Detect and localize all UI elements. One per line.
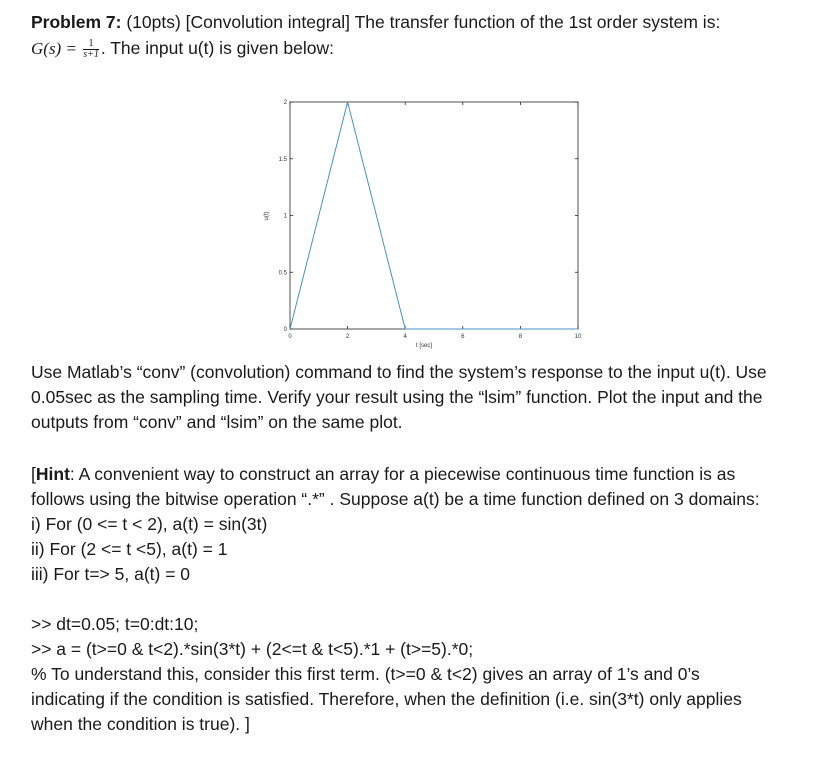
- x-tick-label: 6: [461, 334, 465, 340]
- y-tick-label: 2: [283, 100, 287, 106]
- y-axis-label: u(t): [264, 211, 270, 221]
- plot-axes-box: [290, 102, 578, 329]
- hint-case-1: i) For (0 <= t < 2), a(t) = sin(3t): [31, 514, 268, 534]
- hint-line-1-text: : A convenient way to construct an array for a piecewise continuous time function is as: [69, 464, 736, 484]
- code-line-1: >> dt=0.05; t=0:dt:10;: [31, 614, 199, 634]
- hint-line-1: [31, 462, 735, 486]
- instruction-line-1: Use Matlab’s “conv” (convolution) command to find the system’s response to the input u(t). Use: [31, 362, 767, 382]
- hint-label: Hint: [35, 464, 70, 484]
- x-tick-label: 8: [518, 334, 523, 340]
- fraction-numerator: 1: [83, 39, 99, 50]
- transfer-function-fraction: [83, 39, 99, 60]
- instruction-line-3: outputs from “conv” and “lsim” on the same plot.: [31, 412, 403, 432]
- explanation-line-3: when the condition is true). ]: [31, 714, 250, 734]
- code-line-2: >> a = (t>=0 & t<2).*sin(3*t) + (2<=t & t<5).*1 + (t>=5).*0;: [31, 639, 474, 659]
- hint-case-2: ii) For (2 <= t <5), a(t) = 1: [31, 539, 228, 559]
- explanation-line-2: indicating if the condition is satisfied. Therefore, when the definition (i.e. sin(3*t) only applies: [31, 689, 742, 709]
- y-tick-label: 1.5: [278, 156, 287, 163]
- y-tick-label: 0.5: [278, 270, 287, 277]
- explanation-line-1: % To understand this, consider this first term. (t>=0 & t<2) gives an array of 1’s and 0’s: [31, 664, 700, 684]
- y-tick-label: 0: [283, 327, 287, 333]
- hint-open-bracket: [: [31, 464, 36, 484]
- x-tick-label: 4: [403, 334, 407, 340]
- x-axis-label: t [sec]: [415, 343, 433, 349]
- x-tick-label: 10: [574, 334, 582, 340]
- hint-case-3: iii) For t=> 5, a(t) = 0: [31, 564, 191, 584]
- problem-header-text: (10pts) [Convolution integral] The transfer function of the 1st order system is:: [121, 12, 721, 32]
- fraction-denominator: s+1: [83, 48, 99, 60]
- y-tick-label: 1: [283, 213, 287, 220]
- x-tick-label: 2: [345, 334, 350, 340]
- transfer-function-line: [31, 36, 334, 61]
- transfer-function-lhs: G(s) =: [31, 39, 82, 58]
- x-tick-label: 0: [288, 334, 292, 340]
- problem-header: [31, 10, 720, 34]
- instruction-line-2: 0.05sec as the sampling time. Verify your result using the “lsim” function. Plot the input and the: [31, 387, 763, 407]
- problem-label: Problem 7:: [31, 12, 122, 32]
- hint-line-2: follows using the bitwise operation “.*” . Suppose a(t) be a time function defined on 3 domains:: [31, 489, 760, 509]
- input-intro-text: . The input u(t) is given below:: [100, 38, 334, 58]
- input-signal-plot: [250, 92, 590, 354]
